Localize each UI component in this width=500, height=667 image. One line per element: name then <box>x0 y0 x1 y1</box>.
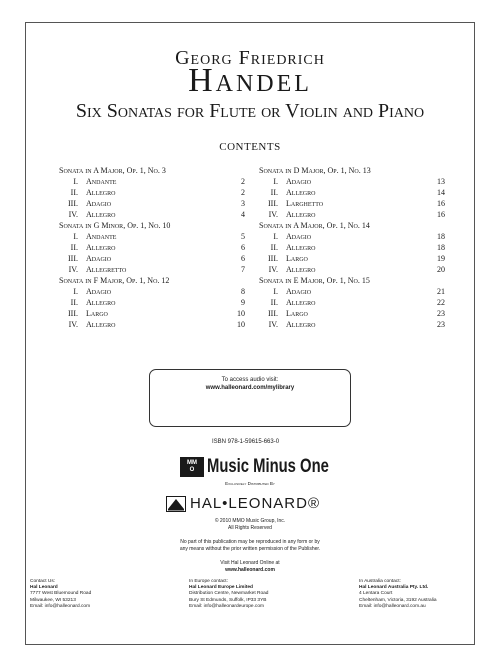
movement-row[interactable] <box>259 319 445 330</box>
movement-name: Allegro <box>286 265 316 274</box>
movement-name: Allegro <box>286 188 316 197</box>
movement-row[interactable] <box>59 176 245 187</box>
movement-name: Allegro <box>286 298 316 307</box>
contact-address-line: 4 Lentara Court <box>359 591 393 597</box>
movement-name: Adagio <box>86 254 112 263</box>
sonata-entry <box>259 220 445 275</box>
contact-australia-block <box>359 579 484 610</box>
movement-number: III. <box>68 309 78 318</box>
contact-address-line: Milwaukee, WI 53213 <box>30 597 76 603</box>
contact-address-line: Cheltenham, Victoria, 3192 Australia <box>359 597 437 603</box>
contact-organization: Hal Leonard Australia Pty. Ltd. <box>359 585 429 591</box>
contact-email[interactable]: Email: info@halleonard.com.au <box>359 603 426 609</box>
movement-row[interactable] <box>259 264 445 275</box>
contents-right-column <box>259 165 445 330</box>
movement-number: III. <box>68 199 78 208</box>
movement-number: III. <box>268 254 278 263</box>
movement-row[interactable] <box>59 209 245 220</box>
movement-name: Allegro <box>86 188 116 197</box>
movement-name: Allegro <box>86 298 116 307</box>
movement-page: 7 <box>241 265 245 274</box>
movement-row[interactable] <box>59 286 245 297</box>
movement-number: II. <box>270 188 278 197</box>
copyright-line-2: All Rights Reserved <box>228 524 272 531</box>
hal-leonard-branding <box>166 495 320 512</box>
movement-page: 21 <box>437 287 445 296</box>
movement-number: IV. <box>268 210 278 219</box>
audio-url-link[interactable]: www.halleonard.com/mylibrary <box>205 385 295 391</box>
audio-access-box <box>149 369 351 427</box>
sonata-entry <box>59 220 245 275</box>
movement-name: Largo <box>286 254 308 263</box>
movement-name: Larghetto <box>286 199 324 208</box>
movement-row[interactable] <box>259 198 445 209</box>
movement-row[interactable] <box>259 308 445 319</box>
movement-number: IV. <box>68 210 78 219</box>
movement-page: 2 <box>241 177 245 186</box>
movement-row[interactable] <box>259 187 445 198</box>
movement-number: III. <box>268 199 278 208</box>
contents-left-column <box>59 165 245 330</box>
copyright-notice <box>0 518 500 531</box>
movement-page: 13 <box>437 177 445 186</box>
movement-number: II. <box>70 298 78 307</box>
movement-page: 23 <box>437 320 445 329</box>
movement-page: 3 <box>241 199 245 208</box>
movement-number: III. <box>268 309 278 318</box>
movement-name: Andante <box>86 232 117 241</box>
movement-name: Allegro <box>286 243 316 252</box>
movement-row[interactable] <box>59 231 245 242</box>
contact-address-line: Bury St Edmunds, Suffolk, IP33 3YB <box>189 597 267 603</box>
movement-number: I. <box>73 177 78 186</box>
audio-prompt: To access audio visit: <box>221 377 279 383</box>
sonata-title[interactable]: Sonata in E Major, Op. 1, No. 15 <box>259 276 370 285</box>
hal-leonard-logo-icon <box>166 496 186 512</box>
movement-number: III. <box>68 254 78 263</box>
contact-address-line: 7777 West Bluemound Road <box>30 591 92 597</box>
movement-number: II. <box>270 298 278 307</box>
movement-row[interactable] <box>259 242 445 253</box>
movement-page: 6 <box>241 243 245 252</box>
movement-name: Allegretto <box>86 265 127 274</box>
movement-page: 23 <box>437 309 445 318</box>
contact-organization: Hal Leonard <box>30 585 58 591</box>
movement-name: Andante <box>86 177 117 186</box>
movement-name: Largo <box>286 309 308 318</box>
movement-row[interactable] <box>59 253 245 264</box>
movement-page: 20 <box>437 265 445 274</box>
sonata-entry <box>259 165 445 220</box>
movement-page: 9 <box>241 298 245 307</box>
movement-name: Allegro <box>286 210 316 219</box>
movement-name: Adagio <box>86 199 112 208</box>
movement-page: 5 <box>241 232 245 241</box>
rights-line-2: any means without the prior written permission of the Publisher. <box>179 545 321 552</box>
movement-row[interactable] <box>59 187 245 198</box>
movement-row[interactable] <box>59 242 245 253</box>
mmo-logo-top-text: MM <box>187 460 197 466</box>
movement-number: I. <box>73 232 78 241</box>
movement-page: 18 <box>437 232 445 241</box>
movement-page: 10 <box>237 309 245 318</box>
movement-number: IV. <box>68 320 78 329</box>
movement-page: 14 <box>437 188 445 197</box>
movement-row[interactable] <box>259 209 445 220</box>
movement-number: II. <box>70 188 78 197</box>
movement-page: 18 <box>437 243 445 252</box>
visit-online-notice <box>0 560 500 573</box>
sonata-entry <box>259 275 445 330</box>
contact-address-line: Distribution Centre, Newmarket Road <box>189 591 269 597</box>
music-minus-one-logo <box>180 457 204 477</box>
sonata-entry <box>59 165 245 220</box>
movement-row[interactable] <box>259 286 445 297</box>
movement-name: Adagio <box>286 177 312 186</box>
movement-page: 2 <box>241 188 245 197</box>
movement-page: 16 <box>437 210 445 219</box>
movement-number: I. <box>273 232 278 241</box>
sonata-title[interactable]: Sonata in G Minor, Op. 1, No. 10 <box>59 221 171 230</box>
sonata-entry <box>59 275 245 330</box>
contact-email[interactable]: Email: info@halleonard.com <box>30 603 91 609</box>
movement-name: Adagio <box>286 232 312 241</box>
hal-leonard-website-link[interactable]: www.halleonard.com <box>225 566 275 573</box>
movement-number: IV. <box>268 265 278 274</box>
movement-number: I. <box>273 287 278 296</box>
movement-name: Largo <box>86 309 108 318</box>
movement-page: 22 <box>437 298 445 307</box>
movement-row[interactable] <box>259 231 445 242</box>
movement-name: Allegro <box>86 243 116 252</box>
visit-line: Visit Hal Leonard Online at <box>220 560 280 566</box>
movement-page: 16 <box>437 199 445 208</box>
movement-row[interactable] <box>259 253 445 264</box>
movement-page: 19 <box>437 254 445 263</box>
contact-email[interactable]: Email: info@halleonardeurope.com <box>189 603 264 609</box>
mmo-logo-bottom-text: O <box>189 467 195 473</box>
distributed-by-label: Exclusively Distributed By <box>225 481 275 486</box>
movement-row[interactable] <box>259 297 445 308</box>
movement-page: 6 <box>241 254 245 263</box>
contact-label: Contact Us: <box>30 579 56 584</box>
movement-number: II. <box>270 243 278 252</box>
isbn-number: ISBN 978-1-59615-663-0 <box>212 439 280 445</box>
movement-number: I. <box>273 177 278 186</box>
sonata-title[interactable]: Sonata in A Major, Op. 1, No. 14 <box>259 221 370 230</box>
composer-last-name: Handel <box>188 62 312 99</box>
movement-row[interactable] <box>59 198 245 209</box>
sonata-title[interactable]: Sonata in D Major, Op. 1, No. 13 <box>259 166 371 175</box>
movement-name: Allegro <box>86 320 116 329</box>
movement-row[interactable] <box>59 319 245 330</box>
movement-number: IV. <box>268 320 278 329</box>
movement-row[interactable] <box>59 264 245 275</box>
rights-notice <box>0 539 500 552</box>
movement-number: IV. <box>68 265 78 274</box>
book-subtitle: Six Sonatas for Flute or Violin and Piano <box>75 100 425 122</box>
movement-number: I. <box>73 287 78 296</box>
contact-label: In Europe contact: <box>189 579 228 584</box>
music-minus-one-name: Music Minus One <box>207 456 329 477</box>
contact-label: In Australia contact: <box>359 579 401 584</box>
music-minus-one-branding <box>180 456 363 478</box>
movement-page: 4 <box>241 210 245 219</box>
contents-heading: CONTENTS <box>219 141 281 153</box>
movement-name: Allegro <box>86 210 116 219</box>
contact-organization: Hal Leonard Europe Limited <box>189 585 253 591</box>
movement-name: Allegro <box>286 320 316 329</box>
sonata-title[interactable]: Sonata in F Major, Op. 1, No. 12 <box>59 276 170 285</box>
contact-us-block <box>30 579 155 610</box>
movement-number: II. <box>70 243 78 252</box>
contact-europe-block <box>189 579 314 610</box>
movement-page: 10 <box>237 320 245 329</box>
movement-page: 8 <box>241 287 245 296</box>
sonata-title[interactable]: Sonata in A Major, Op. 1, No. 3 <box>59 166 166 175</box>
movement-row[interactable] <box>259 176 445 187</box>
movement-row[interactable] <box>59 308 245 319</box>
copyright-line-1: © 2010 MMO Music Group, Inc. <box>214 518 286 524</box>
movement-row[interactable] <box>59 297 245 308</box>
hal-leonard-name: HAL•LEONARD® <box>190 495 321 512</box>
rights-line-1: No part of this publication may be reproduced in any form or by <box>180 539 320 545</box>
movement-name: Adagio <box>86 287 112 296</box>
movement-name: Adagio <box>286 287 312 296</box>
composer-first-name: Georg Friedrich <box>175 47 325 69</box>
